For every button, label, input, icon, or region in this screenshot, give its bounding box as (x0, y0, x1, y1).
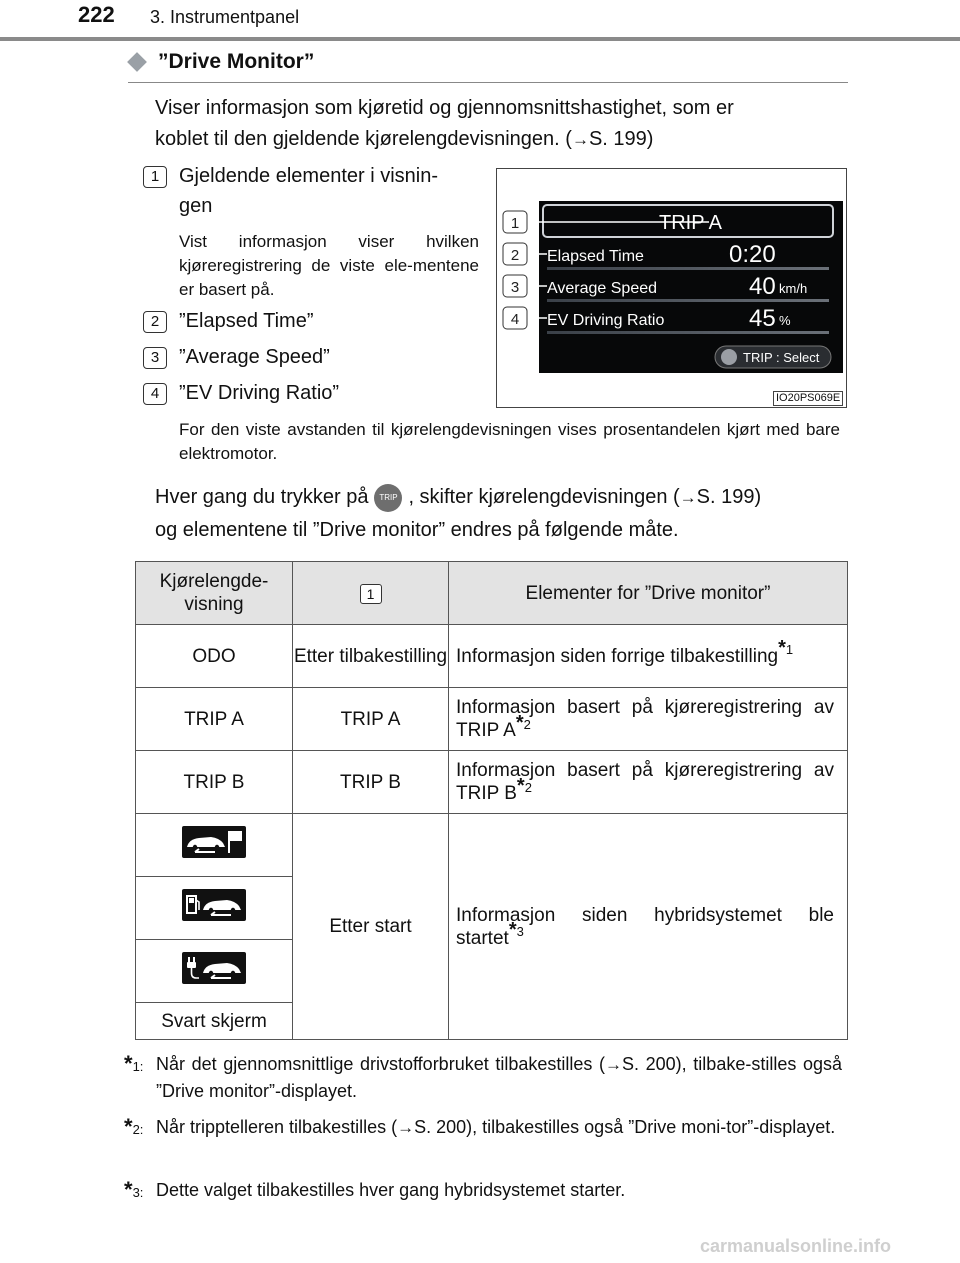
table-cell: ODO (136, 625, 293, 688)
screen-row-value: 40 (749, 273, 776, 300)
header-rule (0, 37, 960, 41)
footnote-marker (124, 1114, 143, 1143)
table-cell (136, 940, 293, 1003)
footnote-star: * (516, 774, 525, 797)
trip-button-icon: TRIP (374, 484, 402, 512)
callout-number: 4 (510, 311, 520, 328)
item-2-label: ”Elapsed Time” (179, 310, 314, 332)
footnote-text-a: Når det gjennomsnittlige drivstofforbruket tilbakestilles ( (156, 1054, 606, 1074)
item-4-description: For den viste avstanden til kjørelengdevisningen vises prosentandelen kjørt med bare elektromotor. (179, 420, 840, 463)
chapter-title: 3. Instrumentpanel (150, 7, 300, 27)
screen-row-value: 45 (749, 305, 776, 332)
table-cell: TRIP A (293, 688, 449, 751)
footnote-marker (124, 1051, 143, 1080)
table-cell (449, 814, 848, 1040)
table-cell (136, 814, 293, 877)
drive-monitor-table (135, 561, 848, 1040)
cell-text: Informasjon basert på kjøreregistrering av TRIP A (456, 697, 834, 741)
arrow-icon: → (397, 1118, 415, 1137)
table-cell: Svart skjerm (136, 1003, 293, 1040)
screen-row-unit: % (779, 313, 791, 328)
footnote-number: 3 (132, 1185, 140, 1200)
table-header-row (136, 562, 848, 625)
footnote-marker (124, 1177, 143, 1206)
screen-trip-title: TRIP A (659, 212, 722, 234)
item-number-badge: 2 (143, 311, 167, 333)
diamond-bullet-icon (127, 52, 147, 72)
car-flag-icon (181, 825, 247, 859)
footnote-text (156, 1051, 842, 1104)
footnote-number: 1 (785, 642, 794, 658)
table-cell: TRIP B (136, 751, 293, 814)
footnote-marker (515, 711, 531, 734)
row-separator (547, 267, 829, 270)
section-title-text: ”Drive Monitor” (158, 50, 315, 73)
page-header (0, 0, 960, 40)
cell-text: Informasjon basert på kjøreregistrering av TRIP B (456, 760, 834, 804)
footnote-separator: : (139, 1185, 144, 1200)
press-text-line2: og elementene til ”Drive monitor” endres på følgende måte. (155, 519, 679, 541)
fuel-car-icon (181, 888, 247, 922)
footnote-number: 2 (132, 1122, 140, 1137)
footnote-star: * (124, 1051, 133, 1076)
table-cell: Etter start (293, 814, 449, 1040)
drive-monitor-figure (496, 168, 847, 408)
section-rule (128, 82, 848, 83)
drive-monitor-display (497, 169, 848, 409)
intro-line-1: Viser informasjon som kjøretid og gjennomsnittshastighet, som er (155, 97, 734, 119)
footnote-separator: : (139, 1059, 144, 1074)
footnote-marker (778, 637, 794, 660)
item-1-description: Vist informasjon viser hvilken kjøreregistrering de viste ele-mentene er basert på. (179, 232, 479, 299)
item-1-label (179, 161, 438, 221)
footnote-marker (516, 774, 532, 797)
table-cell (449, 688, 848, 751)
footnote-1 (124, 1051, 842, 1104)
watermark: carmanualsonline.info (700, 1236, 892, 1256)
item-1-label-line1: Gjeldende elementer i visnin- (179, 165, 439, 187)
table-cell: Etter tilbakestilling (293, 625, 449, 688)
press-text-after: , skifter kjørelengdevisningen ( (408, 486, 680, 508)
footnote-star: * (124, 1114, 133, 1139)
screen-row-value: 0:20 (729, 241, 776, 268)
footnote-star: * (508, 919, 517, 942)
item-1-label-line2: gen (179, 195, 213, 217)
footnote-number: 2 (524, 779, 532, 795)
footnote-text-a: Dette valget tilbakestilles hver gang hybridsystemet starter. (156, 1180, 626, 1200)
intro-line-2: koblet til den gjeldende kjørelengdevisningen. ( (155, 128, 572, 150)
callout-number: 1 (510, 215, 520, 232)
screen-row-unit: km/h (779, 281, 808, 296)
footnote-text-b: S. 200), tilbake-stilles også ”Drive monitor”-displayet. (156, 1054, 842, 1101)
page-reference-link[interactable]: S. 199) (588, 128, 654, 150)
footnote-separator: : (139, 1122, 144, 1137)
footnote-star: * (778, 637, 786, 660)
table-header-cell (293, 562, 449, 625)
arrow-icon: → (571, 130, 589, 149)
table-cell: TRIP B (293, 751, 449, 814)
table-row (136, 814, 848, 877)
section-title (128, 50, 314, 74)
table-row (136, 625, 848, 688)
screen-select-hint: TRIP : Select (743, 350, 820, 365)
footnote-star: * (515, 711, 524, 734)
footnote-text (156, 1177, 842, 1203)
item-3-label: ”Average Speed” (179, 346, 330, 368)
figure-caption: IO20PS069E (773, 391, 843, 406)
screen-row-label: Elapsed Time (547, 248, 644, 265)
footnote-text-a: Når tripptelleren tilbakestilles ( (156, 1117, 398, 1137)
footnote-star: * (124, 1177, 133, 1202)
footnote-2 (124, 1114, 842, 1141)
footnote-number: 1 (132, 1059, 140, 1074)
footnote-text-b: S. 200), tilbakestilles også ”Drive moni-tor”-displayet. (414, 1117, 836, 1137)
page-number: 222 (78, 2, 115, 27)
table-cell (449, 625, 848, 688)
press-text-before: Hver gang du trykker på (155, 486, 369, 508)
footnote-text (156, 1114, 842, 1141)
item-number-badge: 4 (143, 383, 167, 405)
screen-row-label: EV Driving Ratio (547, 312, 665, 329)
table-header-cell: Kjørelengde-visning (136, 562, 293, 625)
cell-text: Informasjon siden forrige tilbakestilling (456, 645, 779, 667)
table-cell: TRIP A (136, 688, 293, 751)
table-row (136, 751, 848, 814)
page-reference-link[interactable]: S. 199) (696, 486, 762, 508)
table-cell (136, 877, 293, 940)
plug-car-icon (181, 951, 247, 985)
row-separator (547, 331, 829, 334)
row-separator (547, 299, 829, 302)
cell-text: Informasjon siden hybridsystemet ble startet (456, 904, 834, 949)
item-number-badge: 1 (360, 584, 382, 604)
footnote-marker (508, 919, 524, 942)
table-row (136, 688, 848, 751)
intro-paragraph (155, 93, 841, 155)
callout-number: 2 (510, 247, 520, 264)
trip-knob-icon (721, 349, 737, 365)
item-number-badge: 3 (143, 347, 167, 369)
arrow-icon: → (605, 1055, 623, 1074)
table-header-cell: Elementer for ”Drive monitor” (449, 562, 848, 625)
item-number-badge: 1 (143, 166, 167, 188)
arrow-icon: → (679, 488, 697, 507)
callout-number: 3 (510, 279, 520, 296)
item-4-label: ”EV Driving Ratio” (179, 382, 340, 404)
table-cell (449, 751, 848, 814)
footnote-3 (124, 1177, 842, 1203)
footnote-number: 3 (516, 924, 524, 940)
screen-row-label: Average Speed (547, 280, 658, 297)
footnote-number: 2 (523, 716, 531, 732)
press-paragraph (155, 481, 841, 547)
